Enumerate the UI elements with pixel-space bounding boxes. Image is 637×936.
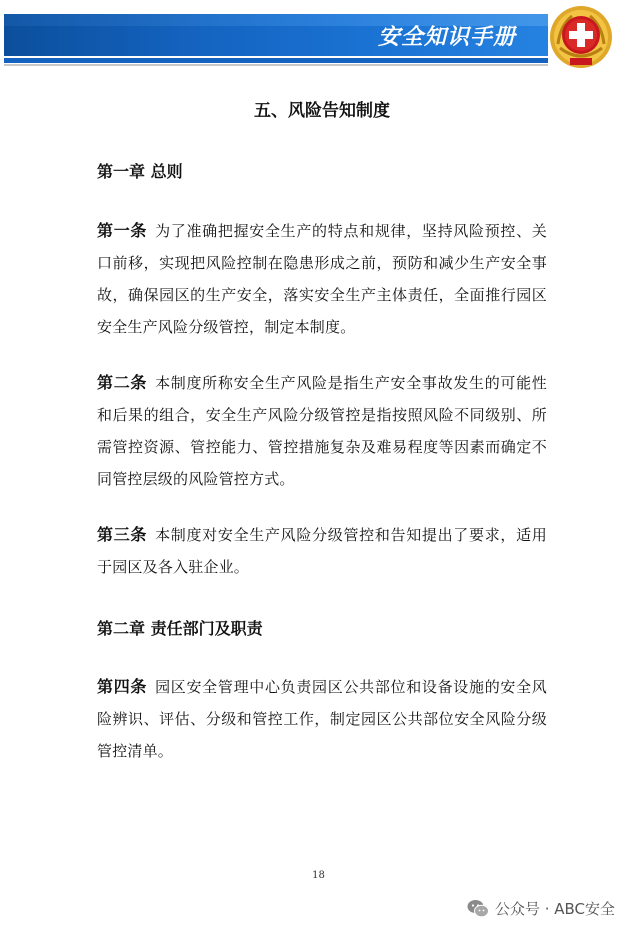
article-label: 第三条: [97, 525, 148, 544]
watermark: [467, 898, 615, 919]
article-label: 第一条: [97, 221, 148, 240]
article-label: 第二条: [97, 373, 148, 392]
spacer: [97, 188, 547, 215]
article-text: 本制度所称安全生产风险是指生产安全事故发生的可能性和后果的组合，安全生产风险分级管控是指按照风险不同级别、所需管控资源、管控能力、管控措施复杂及难易程度等因素而确定不同管控层级的风险管控方式。: [97, 374, 547, 488]
spacer: [97, 343, 547, 367]
spacer: [97, 495, 547, 519]
chapter-heading: 第二章 责任部门及职责: [97, 619, 263, 638]
article-paragraph: [97, 671, 547, 767]
article-text: 本制度对安全生产风险分级管控和告知提出了要求，适用于园区及各入驻企业。: [97, 526, 547, 576]
header-stripe-shadow: [4, 64, 548, 66]
chapter-heading: 第一章 总则: [97, 162, 183, 181]
article-label: 第四条: [97, 677, 148, 696]
page-header: [0, 0, 637, 80]
header-stripe: [4, 58, 548, 63]
article-text: 为了准确把握安全生产的特点和规律，坚持风险预控、关口前移，实现把风险控制在隐患形成之前，预防和减少生产安全事故，确保园区的生产安全，落实安全生产主体责任，全面推行园区安全生产风险分级管控，制定本制度。: [97, 222, 547, 336]
handbook-title: 安全知识手册: [377, 25, 516, 50]
article-paragraph: [97, 367, 547, 495]
article-paragraph: [97, 519, 547, 583]
document-body: [97, 96, 547, 767]
safety-cross-emblem-icon: [548, 4, 614, 70]
header-band: [4, 14, 548, 56]
wechat-icon: [467, 899, 489, 918]
article-paragraph: [97, 215, 547, 343]
watermark-text: 公众号 · ABC安全: [494, 900, 615, 918]
page-number: 18: [312, 870, 325, 881]
spacer: [97, 583, 547, 613]
spacer: [97, 126, 547, 156]
article-text: 园区安全管理中心负责园区公共部位和设备设施的安全风险辨识、评估、分级和管控工作，制定园区公共部位安全风险分级管控清单。: [97, 678, 547, 760]
spacer: [97, 645, 547, 671]
section-title: 五、风险告知制度: [254, 101, 390, 121]
